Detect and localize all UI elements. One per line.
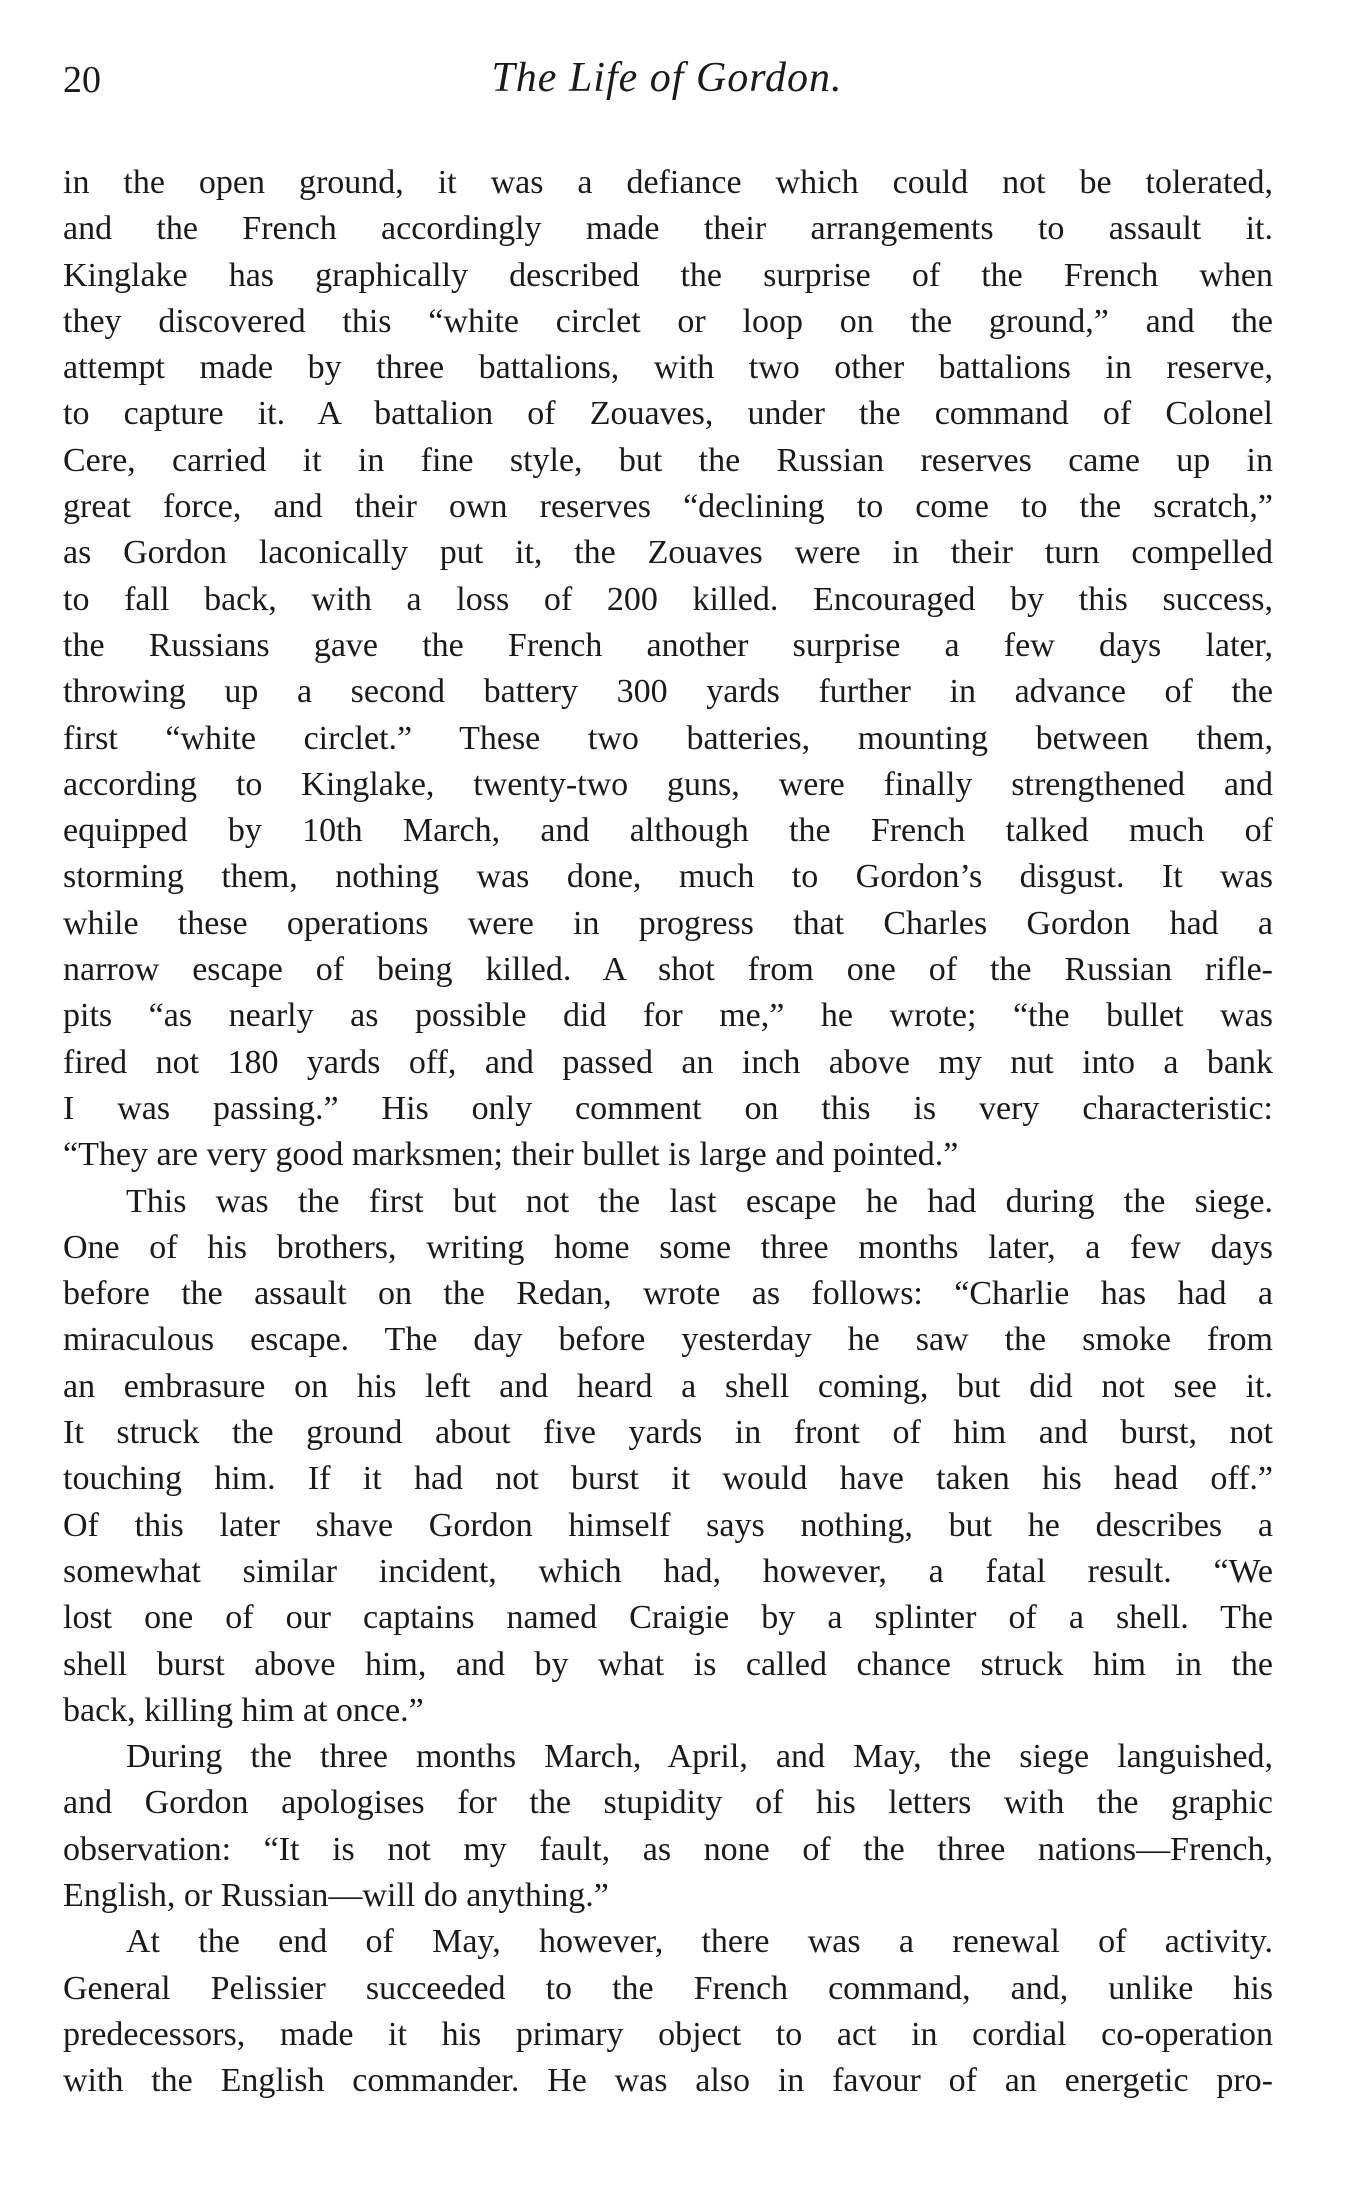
- text-line: One of his brothers, writing home some three months later, a few days: [63, 1228, 1273, 1266]
- page-body: [63, 160, 1273, 2104]
- text-line: great force, and their own reserves “declining to come to the scratch,”: [63, 488, 1273, 526]
- text-line: Cere, carried it in fine style, but the Russian reserves came up in: [63, 441, 1273, 479]
- text-line: lost one of our captains named Craigie by a splinter of a shell. The: [63, 1599, 1273, 1637]
- text-line: During the three months March, April, and May, the siege languished,: [126, 1738, 1273, 1776]
- text-line: attempt made by three battalions, with two other battalions in reserve,: [63, 349, 1273, 387]
- text-line: narrow escape of being killed. A shot from one of the Russian rifle-: [63, 951, 1273, 989]
- text-line: miraculous escape. The day before yesterday he saw the smoke from: [63, 1321, 1273, 1359]
- text-line: Kinglake has graphically described the surprise of the French when: [63, 256, 1273, 294]
- text-line: “They are very good marksmen; their bullet is large and pointed.”: [63, 1136, 959, 1174]
- text-line: while these operations were in progress that Charles Gordon had a: [63, 904, 1273, 942]
- text-line: the Russians gave the French another surprise a few days later,: [63, 626, 1273, 664]
- text-line: according to Kinglake, twenty-two guns, were finally strengthened and: [63, 765, 1273, 803]
- text-line: fired not 180 yards off, and passed an inch above my nut into a bank: [63, 1043, 1273, 1081]
- paragraph: [63, 1919, 1273, 2104]
- text-line: somewhat similar incident, which had, however, a fatal result. “We: [63, 1552, 1273, 1590]
- text-line: storming them, nothing was done, much to Gordon’s disgust. It was: [63, 858, 1273, 896]
- running-title: The Life of Gordon.: [491, 55, 843, 101]
- text-line: equipped by 10th March, and although the French talked much of: [63, 812, 1273, 850]
- text-line: in the open ground, it was a defiance which could not be tolerated,: [63, 164, 1273, 201]
- text-line: English, or Russian—will do anything.”: [63, 1876, 609, 1914]
- paragraph: [63, 160, 1273, 1179]
- text-line: back, killing him at once.”: [63, 1691, 424, 1729]
- text-line: with the English commander. He was also in favour of an energetic pro-: [63, 2062, 1273, 2100]
- text-line: shell burst above him, and by what is called chance struck him in the: [63, 1645, 1273, 1683]
- text-line: first “white circlet.” These two batteries, mounting between them,: [63, 719, 1273, 757]
- text-line: I was passing.” His only comment on this is very characteristic:: [63, 1089, 1273, 1127]
- text-line: At the end of May, however, there was a renewal of activity.: [126, 1923, 1273, 1961]
- running-header: [63, 55, 1271, 108]
- text-line: throwing up a second battery 300 yards further in advance of the: [63, 673, 1273, 711]
- text-line: as Gordon laconically put it, the Zouaves were in their turn compelled: [63, 534, 1273, 572]
- text-line: and the French accordingly made their arrangements to assault it.: [63, 210, 1273, 248]
- paragraph: [63, 1179, 1273, 1735]
- text-line: General Pelissier succeeded to the French command, and, unlike his: [63, 1969, 1273, 2007]
- text-line: and Gordon apologises for the stupidity of his letters with the graphic: [63, 1784, 1273, 1822]
- text-line: before the assault on the Redan, wrote as follows: “Charlie has had a: [63, 1275, 1273, 1313]
- paragraph: [63, 1734, 1273, 1919]
- text-line: This was the first but not the last escape he had during the siege.: [126, 1182, 1273, 1220]
- text-line: predecessors, made it his primary object to act in cordial co-operation: [63, 2015, 1273, 2053]
- text-line: It struck the ground about five yards in front of him and burst, not: [63, 1414, 1273, 1452]
- text-line: an embrasure on his left and heard a shell coming, but did not see it.: [63, 1367, 1273, 1405]
- text-line: they discovered this “white circlet or loop on the ground,” and the: [63, 302, 1273, 340]
- text-line: Of this later shave Gordon himself says nothing, but he describes a: [63, 1506, 1273, 1544]
- text-line: to fall back, with a loss of 200 killed. Encouraged by this success,: [63, 580, 1273, 618]
- text-line: to capture it. A battalion of Zouaves, under the command of Colonel: [63, 395, 1273, 433]
- text-line: pits “as nearly as possible did for me,” he wrote; “the bullet was: [63, 997, 1273, 1035]
- text-line: touching him. If it had not burst it would have taken his head off.”: [63, 1460, 1273, 1498]
- text-line: observation: “It is not my fault, as none of the three nations—French,: [63, 1830, 1273, 1868]
- page-number: 20: [63, 59, 101, 101]
